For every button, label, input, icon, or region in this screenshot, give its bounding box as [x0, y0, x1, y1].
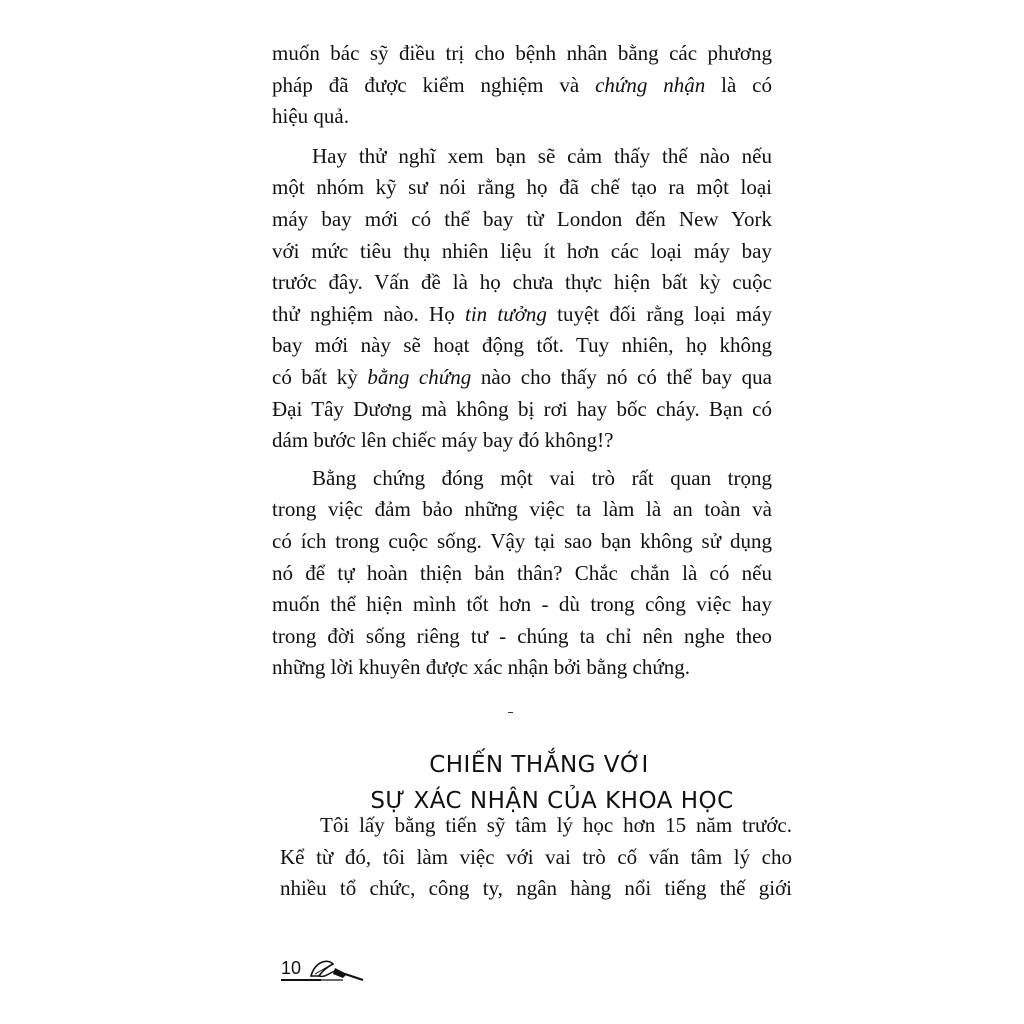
emphasis-text: bằng chứng [367, 364, 472, 389]
quill-ornament-icon [307, 956, 367, 989]
text-line: trong đời sống riêng tư - chúng ta chỉ nên nghe theo [272, 623, 772, 648]
text-run: tuyệt đối rằng loại máy [546, 301, 772, 326]
text-line: Kể từ đó, tôi làm việc với vai trò cố vấn tâm lý cho [280, 844, 792, 869]
text-line: hiệu quả. [272, 104, 349, 129]
paragraph-1 [272, 38, 772, 133]
body-text-continued [280, 810, 792, 905]
page-number: 10 [281, 958, 302, 978]
page-footer [281, 956, 401, 986]
section-heading [272, 747, 792, 819]
heading-line-2: SỰ XÁC NHẬN CỦA KHOA HỌC [370, 788, 734, 815]
paragraph-3 [272, 463, 772, 684]
text-line [272, 299, 772, 331]
text-line: dám bước lên chiếc máy bay đó không!? [272, 428, 614, 453]
decorative-tick [508, 712, 513, 713]
text-run: có bất kỳ [272, 364, 368, 389]
text-line: Bằng chứng đóng một vai trò rất quan trọng [312, 465, 772, 490]
text-line [272, 362, 772, 394]
text-line: bay mới này sẽ hoạt động tốt. Tuy nhiên, họ không [272, 333, 772, 358]
text-line: máy bay mới có thể bay từ London đến New York [272, 206, 772, 231]
paragraph-2 [272, 141, 772, 457]
text-line: với mức tiêu thụ nhiên liệu ít hơn các loại máy bay [272, 238, 772, 263]
text-line: nó để tự hoàn thiện bản thân? Chắc chắn là có nếu [272, 560, 772, 585]
text-line: nhiều tổ chức, công ty, ngân hàng nổi tiếng thế giới [280, 876, 792, 901]
text-run: thử nghiệm nào. Họ [272, 301, 465, 326]
text-line: muốn thể hiện mình tốt hơn - dù trong công việc hay [272, 592, 772, 617]
text-run: nào cho thấy nó có thể bay qua [471, 364, 772, 389]
text-line: muốn bác sỹ điều trị cho bệnh nhân bằng các phương [272, 41, 772, 65]
heading-line-1: CHIẾN THẮNG VỚI [429, 752, 649, 779]
text-line: Hay thử nghĩ xem bạn sẽ cảm thấy thế nào nếu [312, 143, 772, 168]
text-line: Tôi lấy bằng tiến sỹ tâm lý học hơn 15 năm trước. [320, 813, 792, 837]
body-text [272, 38, 772, 684]
text-line: một nhóm kỹ sư nói rằng họ đã chế tạo ra một loại [272, 175, 772, 200]
text-line: trong việc đảm bảo những việc ta làm là an toàn và [272, 497, 772, 522]
text-line [272, 70, 772, 102]
paragraph-4 [280, 810, 792, 905]
text-run: pháp đã được kiểm nghiệm và [272, 72, 596, 97]
text-line: Đại Tây Dương mà không bị rơi hay bốc cháy. Bạn có [272, 396, 772, 421]
text-line: những lời khuyên được xác nhận bởi bằng chứng. [272, 655, 690, 680]
emphasis-text: chứng nhận [595, 72, 706, 97]
text-line: có ích trong cuộc sống. Vậy tại sao bạn không sử dụng [272, 528, 772, 553]
text-run: là có [705, 72, 773, 97]
emphasis-text: tin tưởng [464, 301, 547, 326]
text-line: trước đây. Vấn đề là họ chưa thực hiện bất kỳ cuộc [272, 270, 772, 295]
